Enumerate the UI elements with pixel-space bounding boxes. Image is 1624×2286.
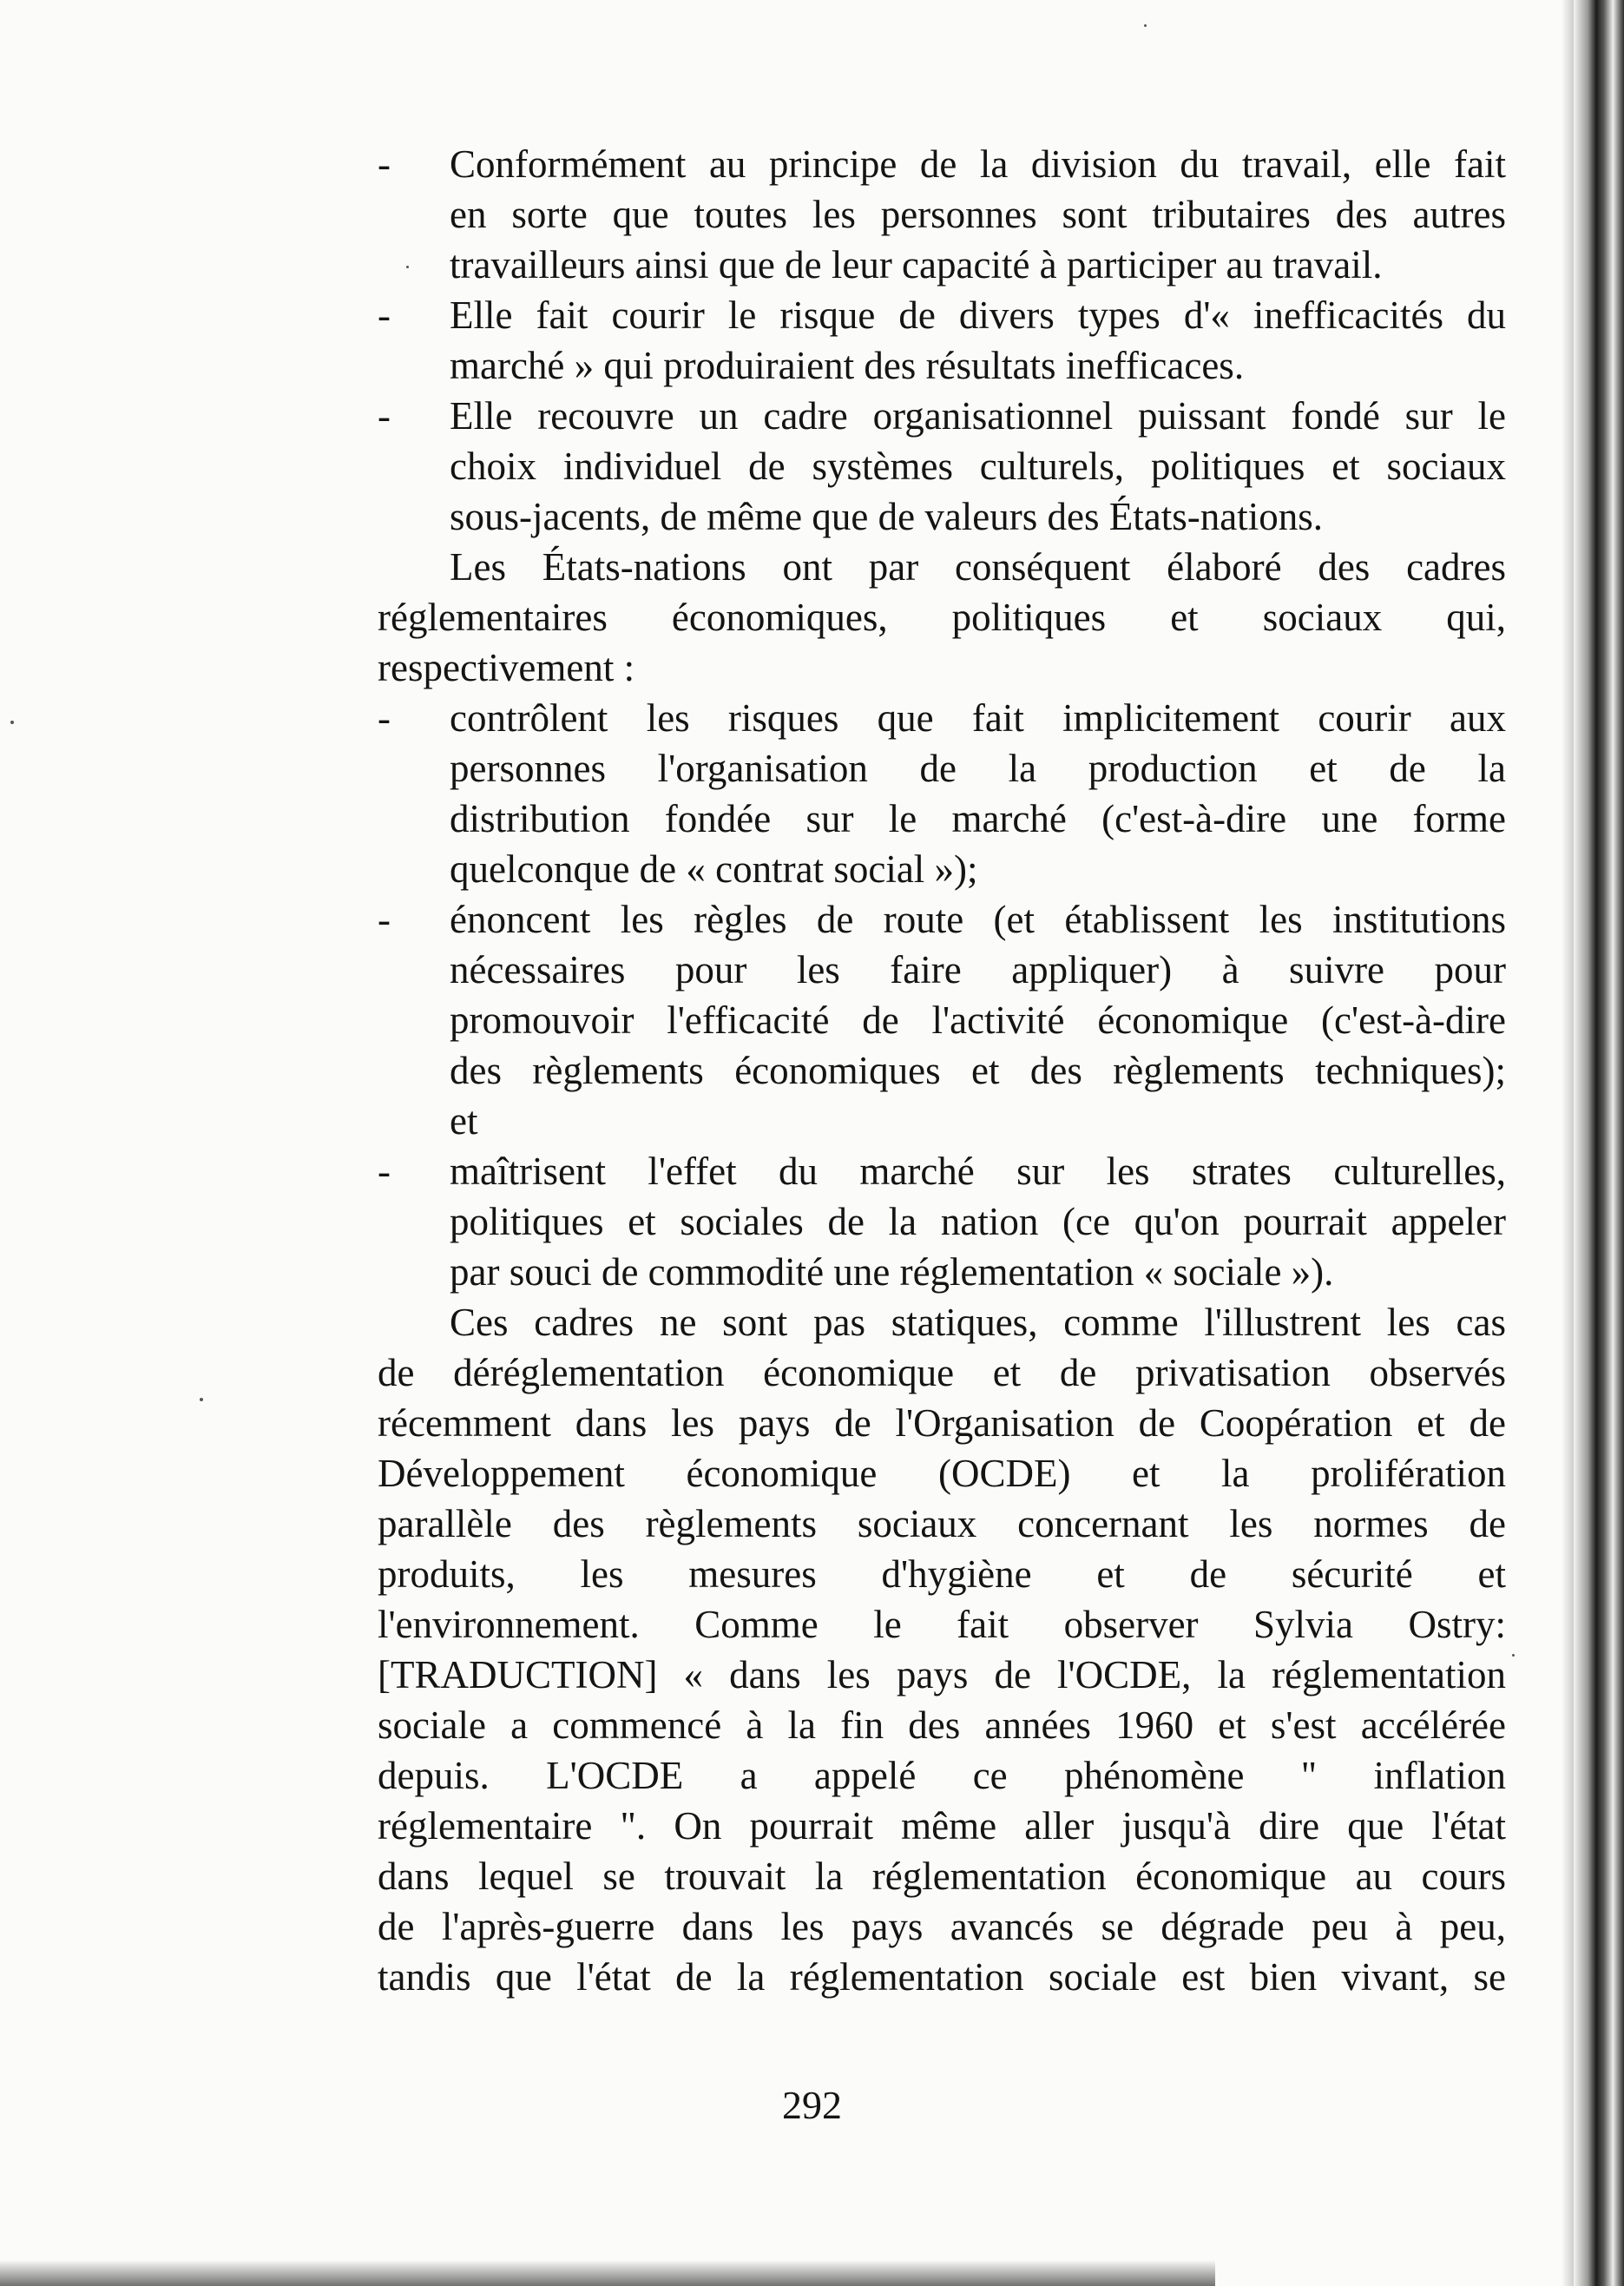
binding-shadow [1562,0,1574,2286]
text-line: de l'après-guerre dans les pays avancés se dégrade peu à peu, [378,1905,1506,1948]
scan-speck [10,721,14,724]
text-line: par souci de commodité une réglementation « sociale »). [450,1250,1334,1294]
text-line: Les États-nations ont par conséquent élaboré des cadres [450,545,1506,589]
bullet-dash: - [378,394,391,438]
text-line: de déréglementation économique et de privatisation observés [378,1351,1506,1394]
scan-edge-shadow [0,2260,1215,2286]
text-line: nécessaires pour les faire appliquer) à suivre pour [450,948,1506,991]
text-line: Ces cadres ne sont pas statiques, comme l'illustrent les cas [450,1301,1506,1344]
text-line: l'environnement. Comme le fait observer Sylvia Ostry: [378,1603,1506,1646]
text-line: politiques et sociales de la nation (ce qu'on pourrait appeler [450,1200,1506,1243]
text-line: réglementaire ". On pourrait même aller jusqu'à dire que l'état [378,1804,1506,1848]
text-line: dans lequel se trouvait la réglementation économique au cours [378,1854,1506,1898]
bullet-dash: - [378,293,391,337]
text-line: tandis que l'état de la réglementation sociale est bien vivant, se [378,1955,1506,1999]
text-line: Développement économique (OCDE) et la prolifération [378,1452,1506,1495]
text-line: maîtrisent l'effet du marché sur les strates culturelles, [450,1150,1506,1193]
text-line: produits, les mesures d'hygiène et de sécurité et [378,1552,1506,1596]
text-line: quelconque de « contrat social »); [450,847,978,891]
bullet-dash: - [378,1150,391,1193]
text-line: sous-jacents, de même que de valeurs des États-nations. [450,495,1323,538]
book-binding-edge [1574,0,1624,2286]
text-line: depuis. L'OCDE a appelé ce phénomène " inflation [378,1754,1506,1797]
text-line: travailleurs ainsi que de leur capacité à participer au travail. [450,243,1383,287]
scan-speck [1144,24,1147,27]
text-line: récemment dans les pays de l'Organisation de Coopération et de [378,1401,1506,1445]
text-line: respectivement : [378,646,635,689]
text-line: contrôlent les risques que fait implicitement courir aux [450,696,1506,740]
text-line: en sorte que toutes les personnes sont tributaires des autres [450,193,1506,236]
scan-speck [406,266,409,268]
text-line: des règlements économiques et des règlements techniques); [450,1049,1506,1092]
bullet-dash: - [378,696,391,740]
text-line: Elle recouvre un cadre organisationnel puissant fondé sur le [450,394,1506,438]
text-line: et [450,1099,478,1143]
text-line: distribution fondée sur le marché (c'est-à-dire une forme [450,797,1506,840]
bullet-dash: - [378,898,391,941]
page-number: 292 [782,2083,842,2127]
scan-speck [1512,1654,1515,1657]
text-line: énoncent les règles de route (et établissent les institutions [450,898,1506,941]
text-line: parallèle des règlements sociaux concernant les normes de [378,1502,1506,1545]
text-line: Conformément au principe de la division du travail, elle fait [450,142,1506,186]
scan-speck [200,1398,203,1401]
bullet-dash: - [378,142,391,186]
text-line: Elle fait courir le risque de divers types d'« inefficacités du [450,293,1506,337]
text-line: promouvoir l'efficacité de l'activité économique (c'est-à-dire [450,998,1506,1042]
text-line: marché » qui produiraient des résultats inefficaces. [450,344,1245,387]
text-line: réglementaires économiques, politiques et sociaux qui, [378,596,1506,639]
text-line: sociale a commencé à la fin des années 1960 et s'est accélérée [378,1703,1506,1747]
text-line: personnes l'organisation de la production et de la [450,747,1506,790]
text-line: choix individuel de systèmes culturels, politiques et sociaux [450,445,1506,488]
text-line: [TRADUCTION] « dans les pays de l'OCDE, la réglementation [378,1653,1506,1696]
